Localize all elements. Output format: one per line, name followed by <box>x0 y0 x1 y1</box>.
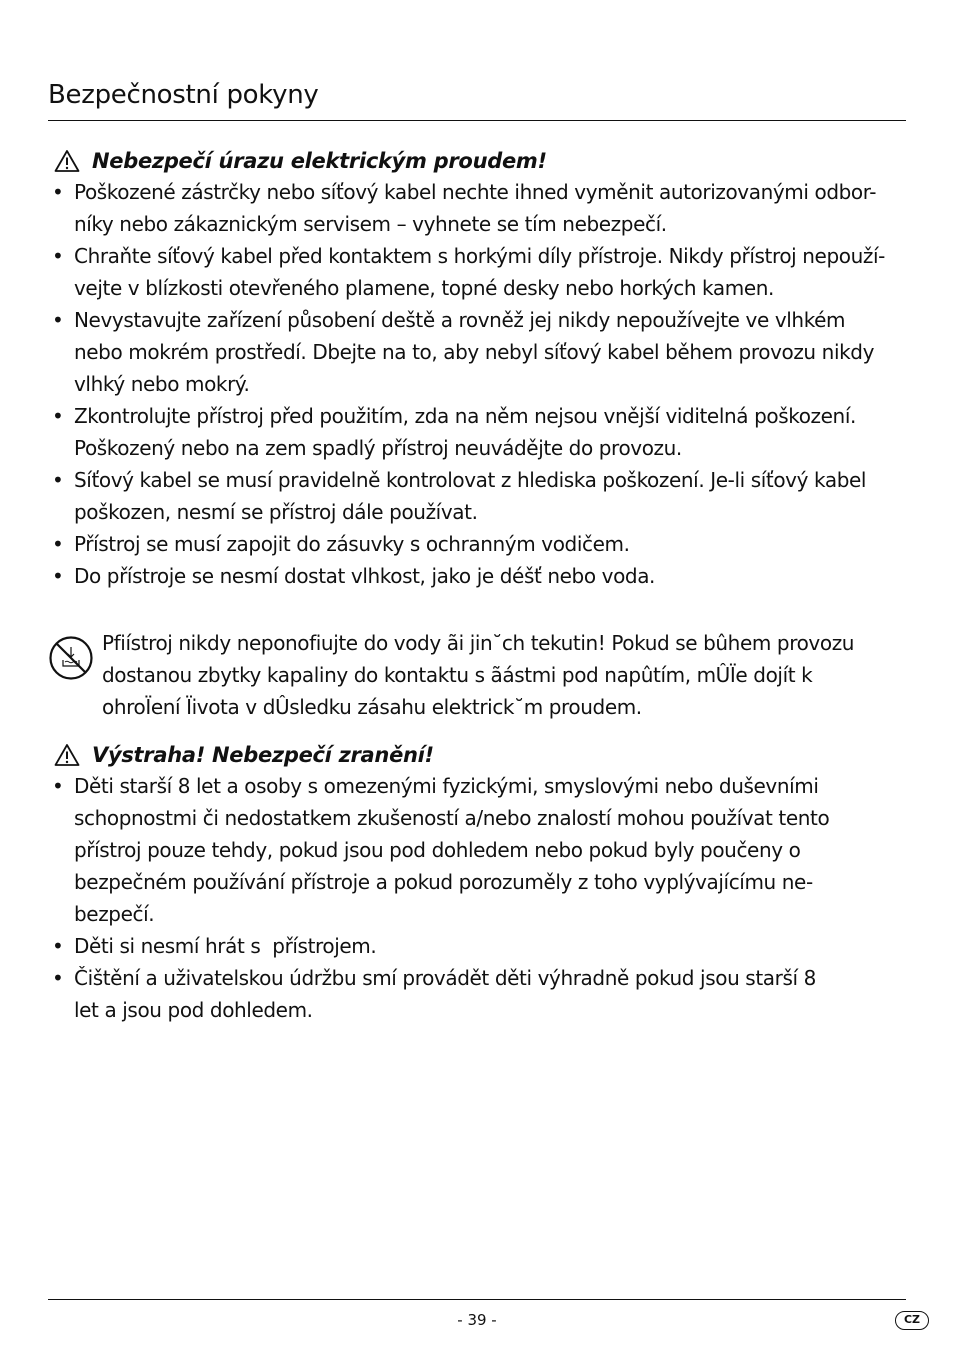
electric-shock-heading-text: Nebezpečí úrazu elektrickým proudem! <box>92 149 547 173</box>
list-item <box>48 962 908 1026</box>
warning-triangle-icon <box>54 743 80 767</box>
electric-shock-section <box>48 146 908 592</box>
no-immersion-icon <box>48 635 94 681</box>
list-item-text: Do přístroje se nesmí dostat vlhkost, jako je déšť nebo voda. <box>74 564 656 588</box>
electric-shock-list <box>48 176 908 592</box>
list-item-text: Poškozené zástrčky nebo síťový kabel nechte ihned vyměnit autorizovanými odbor- níky nebo zákaznickým servisem – vyhnete se tím nebezpečí. <box>74 180 877 236</box>
list-item-text: Děti starší 8 let a osoby s omezenými fyzickými, smyslovými nebo duševními schopnostmi či nedostatkem zkušeností a/nebo znalostí mohou používat tento přístroj pouze tehdy, pokud jsou pod dohledem nebo pokud byly poučeny o bezpečném používání přístroje a pokud porozuměly z toho vyplývajícímu ne- bezpečí. <box>74 774 830 926</box>
list-item-text: Síťový kabel se musí pravidelně kontrolovat z hlediska poškození. Je-li síťový kabel poškozen, nesmí se přístroj dále používat. <box>74 468 867 524</box>
country-code-badge: CZ <box>895 1311 929 1330</box>
no-immersion-notice <box>48 627 908 723</box>
no-immersion-notice-text: Pfiístroj nikdy neponofiujte do vody ãi jin˘ch tekutin! Pokud se bûhem provozu dostanou zbytky kapaliny do kontaktu s ãástmi pod napûtím, mÛÏe dojít k ohroÏení Ïivota v dÛsledku zásahu elektrick˘m proudem. <box>102 631 855 719</box>
list-item <box>48 560 908 592</box>
list-item <box>48 240 908 304</box>
injury-warning-heading <box>48 740 908 770</box>
page-number: - 39 - <box>457 1311 497 1329</box>
list-item-text: Chraňte síťový kabel před kontaktem s horkými díly přístroje. Nikdy přístroj nepouží- vejte v blízkosti otevřeného plamene, topné desky nebo horkých kamen. <box>74 244 885 300</box>
electric-shock-heading <box>48 146 908 176</box>
warning-triangle-icon <box>54 149 80 173</box>
injury-warning-heading-text: Výstraha! Nebezpečí zranění! <box>92 743 434 767</box>
list-item <box>48 304 908 400</box>
list-item <box>48 176 908 240</box>
list-item <box>48 770 908 930</box>
injury-warning-section <box>48 740 908 1026</box>
footer-divider <box>48 1299 906 1300</box>
list-item <box>48 400 908 464</box>
title-divider <box>48 120 906 121</box>
list-item-text: Nevystavujte zařízení působení deště a rovněž jej nikdy nepoužívejte ve vlhkém nebo mokrém prostředí. Dbejte na to, aby nebyl síťový kabel během provozu nikdy vlhký nebo mokrý. <box>74 308 875 396</box>
list-item <box>48 528 908 560</box>
list-item <box>48 930 908 962</box>
list-item-text: Zkontrolujte přístroj před použitím, zda na něm nejsou vnější viditelná poškození. Poškozený nebo na zem spadlý přístroj neuvádějte do provozu. <box>74 404 856 460</box>
list-item-text: Děti si nesmí hrát s přístrojem. <box>74 934 377 958</box>
list-item-text: Čištění a uživatelskou údržbu smí provádět děti výhradně pokud jsou starší 8 let a jsou pod dohledem. <box>74 966 816 1022</box>
list-item <box>48 464 908 528</box>
page-title: Bezpečnostní pokyny <box>48 80 319 110</box>
list-item-text: Přístroj se musí zapojit do zásuvky s ochranným vodičem. <box>74 532 630 556</box>
injury-warning-list <box>48 770 908 1026</box>
